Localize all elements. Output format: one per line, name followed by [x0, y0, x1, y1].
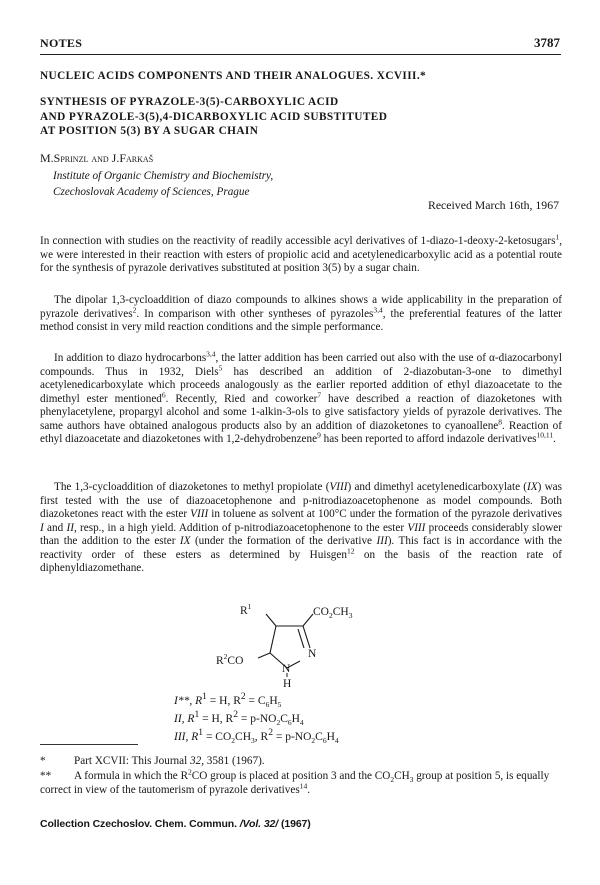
paragraph-1: [40, 232, 562, 276]
journal-year: (1967): [278, 818, 311, 830]
journal-footer: [40, 818, 311, 830]
text-run: .: [307, 784, 310, 796]
legend-line: I**, $R^1 = H$, $R^2 = C_6H_5$: [174, 691, 282, 710]
title-line: AT POSITION 5(3) BY A SUGAR CHAIN: [40, 125, 259, 138]
r1-label: $R^1$: [240, 602, 252, 617]
compound-ref: I: [40, 521, 44, 534]
text-run: The 1,3-cycloaddition of diazoketones to methyl propiolate (: [54, 481, 330, 493]
compound-ref: VIII: [407, 521, 426, 534]
authors: M.Sprinzl and J.Farkaš: [40, 151, 154, 165]
footnote-1: [40, 754, 562, 768]
text-run: on the basis of the reaction rate of diphenyldiazomethane.: [40, 548, 562, 574]
citation: 2: [132, 304, 137, 314]
text-run: proceeds considerably slower than the addition to the ester: [40, 521, 562, 547]
legend-line: III, $R^1 = CO_2CH_3$, $R^2 = p-NO_2C_6H_4$: [174, 726, 339, 745]
section-label: NOTES: [40, 36, 83, 50]
co2ch3-label: $CO_2CH_3$: [313, 606, 353, 620]
text-run: , resp., in a high yield. Addition of p-nitrodiazoacetophenone to the ester: [73, 521, 408, 534]
text-run: CH: [394, 770, 410, 782]
text-run: ) and dimethyl acetylenedicarboxylate (: [347, 481, 528, 493]
pyrazole-ring-bonds: [258, 614, 313, 668]
affiliation-line: Czechoslovak Academy of Sciences, Prague: [53, 186, 250, 198]
citation: 3,4: [206, 349, 216, 359]
citation: 6: [161, 389, 166, 399]
running-header: [40, 36, 560, 54]
citation: 1: [555, 232, 560, 242]
text-run: has been reported to afford indazole derivatives: [320, 433, 537, 445]
legend-line: II, $R^1 = H$, $R^2 = p-NO_2C_6H_4$: [174, 708, 304, 727]
affiliation-line: Institute of Organic Chemistry and Biochemistry,: [53, 170, 274, 182]
text-run: In connection with studies on the reactivity of readily accessible acyl derivatives of 1-diazo-1-deoxy-2-ketosugars: [40, 235, 556, 247]
paragraph-3: [40, 349, 563, 447]
journal-volume: /Vol. 32/: [239, 818, 279, 830]
article-title: [40, 95, 560, 139]
volume-ref: 32,: [190, 755, 204, 767]
footnote-mark: *: [40, 755, 46, 767]
text-run: Part XCVII: This Journal: [74, 755, 191, 767]
text-run: In addition to diazo hydrocarbons: [54, 352, 207, 364]
compound-ref: IX: [527, 481, 538, 493]
citation: 12: [346, 545, 355, 555]
journal-name: Collection Czechoslov. Chem. Commun.: [40, 818, 240, 830]
pyrazole-structure: [210, 600, 390, 688]
text-run: CO group is placed at position 3 and the CO: [191, 770, 391, 782]
citation: 14: [299, 781, 308, 791]
paragraph-2: [40, 294, 562, 335]
text-run: . Recently, Ried and coworker: [165, 392, 318, 405]
text-run: . Reaction of ethyl diazoacetate and diazoketones with 1,2-dehydrobenzene: [40, 419, 562, 445]
r2co-label: $R^2CO$: [216, 652, 244, 667]
header-rule: [40, 54, 561, 55]
compound-ref: II: [66, 521, 74, 534]
compound-legend: [174, 690, 339, 743]
footnote-rule: [40, 744, 138, 745]
text-run: .: [553, 433, 556, 445]
text-run: (under the formation of the derivative: [190, 535, 377, 547]
nh-hydrogen: H: [283, 678, 292, 688]
text-run: has described an addition of 2-diazobutan-3-one to dimethyl acetylenedicarboxylate which proceeds analogously as the earlier reported addition of ethyl diazoacetate to the dimethyl ester mentioned: [40, 365, 563, 405]
ring-nitrogen-n2: N: [308, 648, 317, 660]
page-number: 3787: [534, 35, 560, 50]
compound-ref: VIII: [190, 508, 209, 520]
compound-ref: IX: [179, 535, 191, 547]
citation: 7: [317, 389, 322, 399]
series-title: NUCLEIC ACIDS COMPONENTS AND THEIR ANALOGUES. XCVIII.*: [40, 70, 427, 82]
citation: 3,4: [373, 304, 383, 314]
citation: 5: [218, 362, 223, 372]
footnote-2: [40, 769, 562, 797]
text-run: group at position 5, is equally correct in view of the tautomerism of pyrazole derivatives: [40, 770, 550, 796]
title-line: SYNTHESIS OF PYRAZOLE-3(5)-CARBOXYLIC ACID: [40, 96, 339, 108]
subscript: 3: [409, 775, 414, 785]
superscript: 2: [188, 767, 192, 777]
paragraph-4: [40, 481, 562, 576]
text-run: The dipolar 1,3-cycloaddition of diazo compounds to alkines shows a wide applicability in the preparation of pyrazole derivatives: [40, 294, 562, 320]
text-run: in toluene as solvent at 100°C under the formation of the pyrazole derivatives: [208, 508, 562, 520]
text-run: ) was first tested with the use of diazoacetophenone and p-nitrodiazoacetophenone as model compounds. Both diazoketones react with the ester: [40, 481, 563, 520]
text-run: ). This fact is in accordance with the reactivity order of these esters as determined by Huisgen: [40, 535, 562, 561]
text-run: . In comparison with other syntheses of pyrazoles: [136, 307, 374, 320]
text-run: , the preferential features of the latter method consist in very mild reaction conditions and the simple performance.: [40, 307, 563, 333]
title-line: AND PYRAZOLE-3(5),4-DICARBOXYLIC ACID SUBSTITUTED: [40, 110, 388, 123]
ring-nitrogen-n1: N: [282, 663, 291, 675]
text-run: A formula in which the R: [74, 770, 189, 782]
compound-ref: III: [376, 535, 388, 547]
text-run: , we were interested in their reaction with esters of propiolic acid and acetylenedicarboxylic acid as a potential route for the synthesis of pyrazole derivatives substituted at position 3(5) by a sugar chain.: [40, 235, 562, 274]
footnote-mark: **: [40, 770, 52, 782]
citation: 9: [317, 430, 321, 440]
subscript: 2: [390, 775, 395, 785]
text-run: and: [43, 521, 67, 534]
compound-ref: VIII: [329, 481, 348, 493]
text-run: 3581 (1967).: [204, 755, 265, 767]
text-run: , the latter addition has been carried out also with the use of α-diazocarbonyl compounds. Thus in 1932, Diels: [40, 352, 562, 378]
citation: 8: [498, 416, 503, 426]
received-date: Received March 16th, 1967: [427, 198, 559, 212]
text-run: have described a reaction of diazoketones with phenylacetylene, propargyl alcohol and some 1-alkin-3-ols to give satisfactory yields of pyrazole derivatives. The same authors have obtained analogous products also by an addition of diazoketones to cyanoallene: [40, 392, 562, 432]
affiliation: [53, 168, 273, 200]
citation: 10,11: [536, 430, 554, 440]
